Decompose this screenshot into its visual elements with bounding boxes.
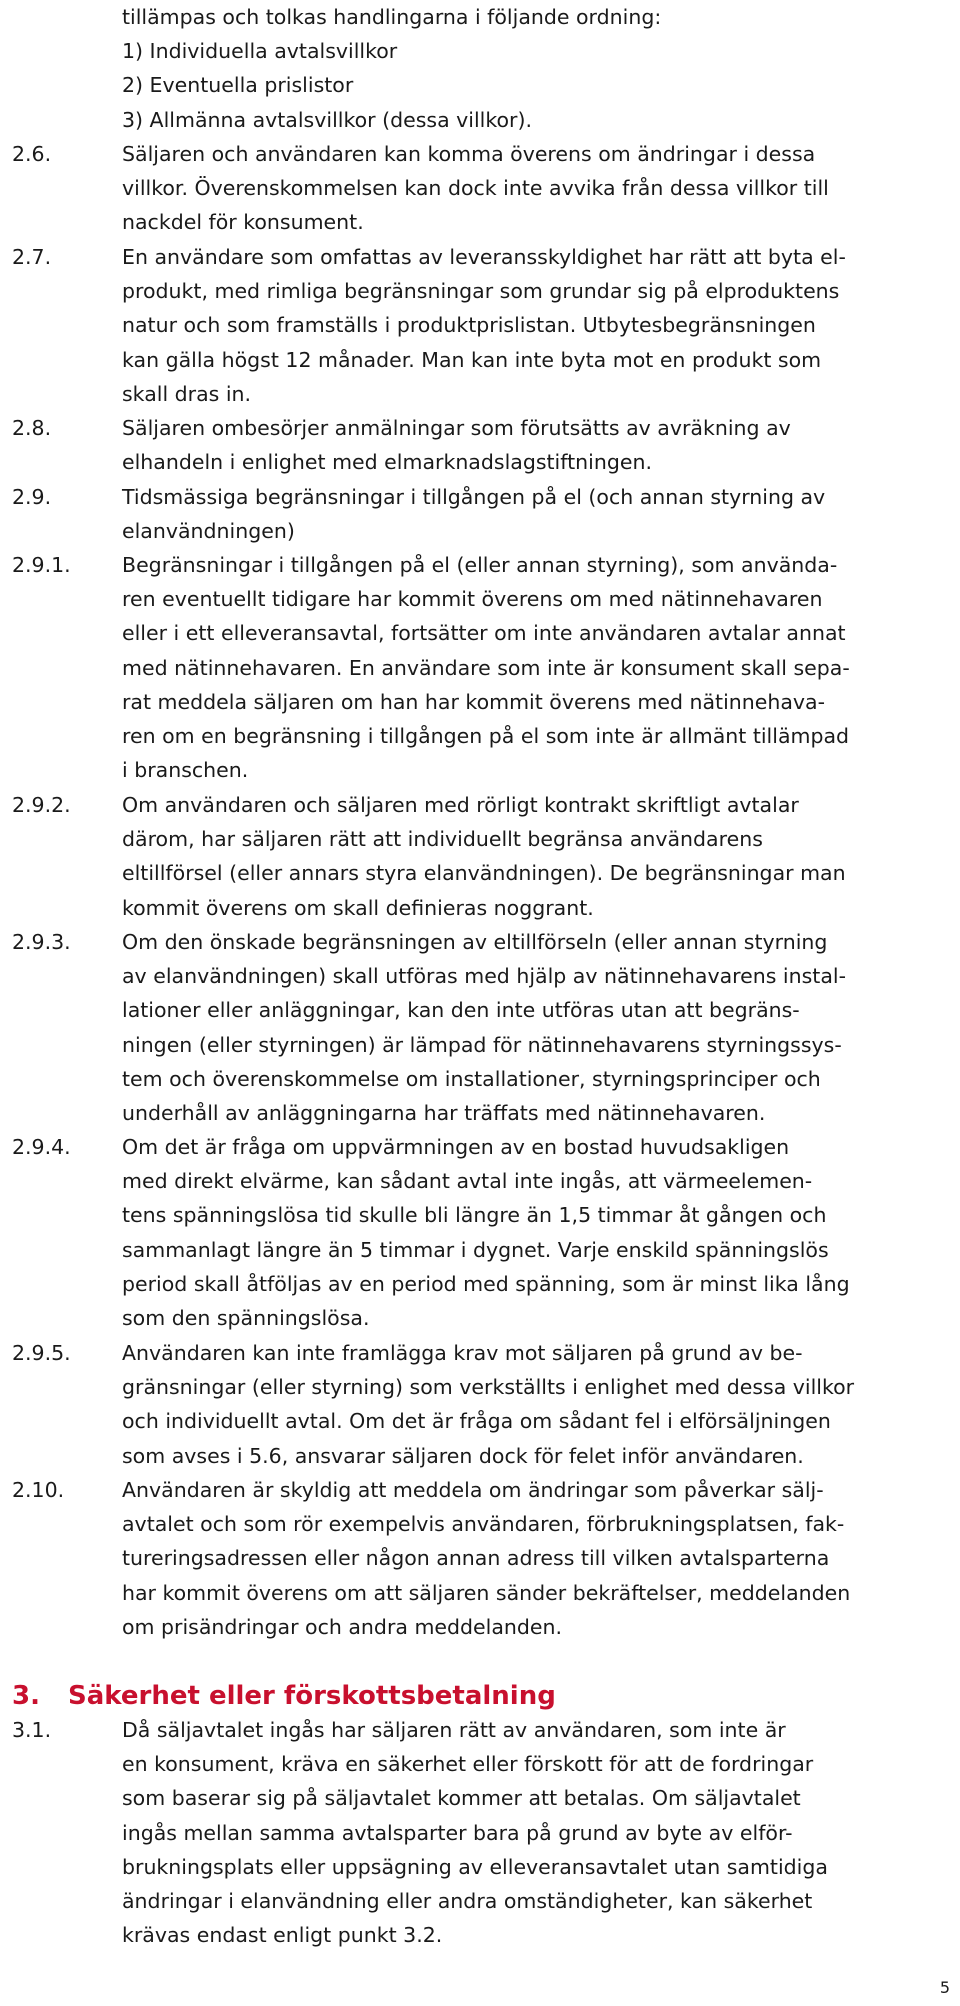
text-line: Begränsningar i tillgången på el (eller annan styrning), som använda- [122, 553, 838, 577]
text-line: 2) Eventuella prislistor [122, 73, 354, 98]
section-body [122, 925, 952, 1130]
section-2-9-3 [12, 925, 952, 1130]
text-line: Tidsmässiga begränsningar i tillgången på el (och annan styrning av [122, 485, 826, 509]
section-2-6 [12, 137, 952, 240]
text-line: tem och överenskommelse om installationer, styrningsprinciper och [122, 1066, 821, 1091]
text-line: tens spänningslösa tid skulle bli längre än 1,5 timmar åt gången och [122, 1203, 827, 1228]
text-line: och individuellt avtal. Om det är fråga om sådant fel i elförsäljningen [122, 1409, 831, 1434]
text-line: natur och som framställs i produktprislistan. Utbytesbegränsningen [122, 313, 816, 338]
text-line: om prisändringar och andra meddelanden. [122, 1614, 563, 1639]
section-number: 2.9.4. [12, 1135, 71, 1159]
intro-number [12, 0, 122, 137]
text-line: gränsningar (eller styrning) som verkställts i enlighet med dessa villkor [122, 1375, 855, 1400]
intro-body [122, 0, 952, 137]
text-line: som baserar sig på säljavtalet kommer att betalas. Om säljavtalet [122, 1786, 801, 1811]
text-line: Säljaren och användaren kan komma överens om ändringar i dessa [122, 142, 816, 166]
section-body [122, 137, 952, 240]
section-3-1 [12, 1713, 952, 1952]
heading-title: Säkerhet eller förskottsbetalning [68, 1681, 556, 1711]
text-line: därom, har säljaren rätt att individuellt begränsa användarens [122, 827, 763, 852]
section-2-9-5 [12, 1336, 952, 1473]
text-line: med direkt elvärme, kan sådant avtal inte ingås, att värmeelemen- [122, 1169, 813, 1194]
section-2-9-4 [12, 1130, 952, 1335]
text-line: lationer eller anläggningar, kan den inte utföras utan att begräns- [122, 998, 800, 1023]
text-line: Om det är fråga om uppvärmningen av en bostad huvudsakligen [122, 1135, 790, 1159]
text-line: ren eventuellt tidigare har kommit överens om med nätinnehavaren [122, 587, 823, 612]
section-number: 2.9.3. [12, 930, 71, 954]
section-number: 2.6. [12, 142, 52, 166]
section-2-8 [12, 411, 952, 479]
text-line: elhandeln i enlighet med elmarknadslagstiftningen. [122, 450, 652, 475]
text-line: ningen (eller styrningen) är lämpad för nätinnehavarens styrningssys- [122, 1032, 842, 1057]
intro-paragraph [12, 0, 952, 137]
section-number: 2.9. [12, 485, 52, 509]
text-line: villkor. Överenskommelsen kan dock inte avvika från dessa villkor till [122, 176, 829, 201]
text-line: har kommit överens om att säljaren sänder bekräftelser, meddelanden [122, 1580, 851, 1605]
heading-number: 3. [12, 1681, 40, 1711]
text-line: nackdel för konsument. [122, 210, 364, 235]
text-line: Säljaren ombesörjer anmälningar som förutsätts av avräkning av [122, 416, 791, 440]
text-line: av elanvändningen) skall utföras med hjälp av nätinnehavarens instal- [122, 964, 846, 989]
section-body [122, 788, 952, 925]
text-line: ingås mellan samma avtalsparter bara på grund av byte av elför- [122, 1820, 793, 1845]
text-line: Då säljavtalet ingås har säljaren rätt av användaren, som inte är [122, 1718, 786, 1742]
text-line: elanvändningen) [122, 519, 295, 544]
section-body [122, 411, 952, 479]
text-line: period skall åtföljas av en period med spänning, som är minst lika lång [122, 1271, 850, 1296]
text-line: tillämpas och tolkas handlingarna i följande ordning: [122, 5, 662, 29]
text-line: i branschen. [122, 758, 249, 783]
text-line: sammanlagt längre än 5 timmar i dygnet. Varje enskild spänningslös [122, 1237, 829, 1262]
text-line: som avses i 5.6, ansvarar säljaren dock för felet inför användaren. [122, 1443, 804, 1468]
text-line: en konsument, kräva en säkerhet eller förskott för att de fordringar [122, 1752, 814, 1777]
text-line: kan gälla högst 12 månader. Man kan inte byta mot en produkt som [122, 347, 822, 372]
text-line: ändringar i elanvändning eller andra omständigheter, kan säkerhet [122, 1889, 813, 1914]
text-line: kommit överens om skall definieras noggrant. [122, 895, 594, 920]
section-heading-3 [12, 1679, 556, 1713]
text-line: skall dras in. [122, 381, 252, 406]
text-line: rat meddela säljaren om han har kommit överens med nätinnehava- [122, 689, 826, 714]
page-number: 5 [939, 1978, 950, 1997]
section-number: 2.10. [12, 1478, 65, 1502]
text-line: Om användaren och säljaren med rörligt kontrakt skriftligt avtalar [122, 793, 799, 817]
section-2-9 [12, 480, 952, 548]
section-2-9-2 [12, 788, 952, 925]
section-number: 2.9.1. [12, 553, 71, 577]
section-number: 2.9.5. [12, 1341, 71, 1365]
section-body [122, 548, 952, 787]
text-line: 1) Individuella avtalsvillkor [122, 39, 398, 64]
text-line: 3) Allmänna avtalsvillkor (dessa villkor). [122, 107, 532, 132]
text-line: En användare som omfattas av leveransskyldighet har rätt att byta el- [122, 245, 846, 269]
section-number: 2.7. [12, 245, 52, 269]
text-line: underhåll av anläggningarna har träffats med nätinnehavaren. [122, 1101, 766, 1126]
text-line: krävas endast enligt punkt 3.2. [122, 1923, 443, 1948]
text-line: avtalet och som rör exempelvis användaren, förbrukningsplatsen, fak- [122, 1512, 845, 1537]
text-line: eltillförsel (eller annars styra elanvändningen). De begränsningar man [122, 861, 846, 886]
section-2-9-1 [12, 548, 952, 787]
section-body [122, 1130, 952, 1335]
section-body [122, 1336, 952, 1473]
section-body [122, 1473, 952, 1644]
text-line: tureringsadressen eller någon annan adress till vilken avtalsparterna [122, 1546, 830, 1571]
section-body [122, 480, 952, 548]
text-line: Om den önskade begränsningen av eltillförseln (eller annan styrning [122, 930, 828, 954]
text-line: brukningsplats eller uppsägning av elleveransavtalet utan samtidiga [122, 1854, 828, 1879]
text-line: Användaren är skyldig att meddela om ändringar som påverkar sälj- [122, 1478, 824, 1502]
text-line: Användaren kan inte framlägga krav mot säljaren på grund av be- [122, 1341, 803, 1365]
section-body [122, 240, 952, 411]
section-body [122, 1713, 952, 1952]
section-number: 2.9.2. [12, 793, 71, 817]
text-line: produkt, med rimliga begränsningar som grundar sig på elproduktens [122, 279, 840, 304]
section-2-10 [12, 1473, 952, 1644]
section-2-7 [12, 240, 952, 411]
text-line: ren om en begränsning i tillgången på el som inte är allmänt tillämpad [122, 724, 850, 749]
section-number: 3.1. [12, 1718, 52, 1742]
text-line: eller i ett elleveransavtal, fortsätter om inte användaren avtalar annat [122, 621, 846, 646]
text-line: som den spänningslösa. [122, 1306, 370, 1331]
text-line: med nätinnehavaren. En användare som inte är konsument skall sepa- [122, 655, 850, 680]
section-number: 2.8. [12, 416, 52, 440]
